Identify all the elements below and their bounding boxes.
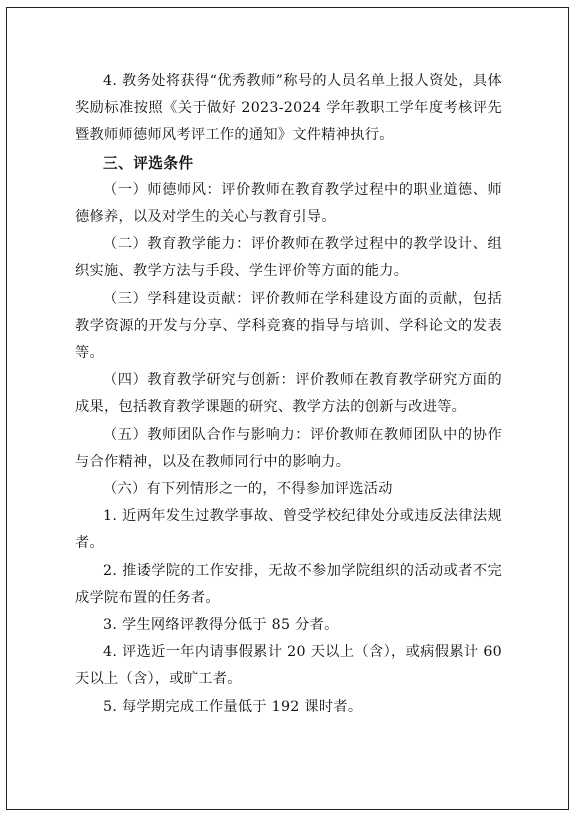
criterion-discipline-contribution: （三）学科建设贡献：评价教师在学科建设方面的贡献，包括教学资源的开发与分享、学科竞赛的指导与培训、学科论文的发表等。 bbox=[75, 290, 502, 362]
exclusion-item-5: 5. 每学期完成工作量低于 192 课时者。 bbox=[103, 698, 363, 715]
exclusion-item-2: 2. 推诿学院的工作安排，无故不参加学院组织的活动或者不完成学院布置的任务者。 bbox=[75, 562, 502, 606]
document-body bbox=[75, 68, 502, 721]
criterion-team-influence: （五）教师团队合作与影响力：评价教师在教师团队中的协作与合作精神，以及在教师同行中的影响力。 bbox=[75, 426, 502, 470]
criterion-ethics: （一）师德师风：评价教师在教育教学过程中的职业道德、师德修养，以及对学生的关心与教育引导。 bbox=[75, 181, 502, 226]
exclusion-item-3: 3. 学生网络评教得分低于 85 分者。 bbox=[103, 617, 339, 634]
award-paragraph: 4. 教务处将获得“优秀教师”称号的人员名单上报人资处，具体奖励标准按照《关于做好 2023-2024 学年教职工学年度考核评先暨教师师德师风考评工作的通知》文件精神执行。 bbox=[75, 73, 502, 144]
exclusion-intro: （六）有下列情形之一的，不得参加评选活动 bbox=[103, 481, 393, 498]
exclusion-item-1: 1. 近两年发生过教学事故、曾受学校纪律处分或违反法律法规者。 bbox=[75, 508, 502, 552]
criterion-research-innovation: （四）教育教学研究与创新：评价教师在教育教学研究方面的成果，包括教育教学课题的研究、教学方法的创新与改进等。 bbox=[75, 372, 502, 416]
section-heading: 三、评选条件 bbox=[103, 154, 194, 172]
criterion-teaching-ability: （二）教育教学能力：评价教师在教学过程中的教学设计、组织实施、教学方法与手段、学生评价等方面的能力。 bbox=[75, 236, 502, 280]
exclusion-item-4: 4. 评选近一年内请事假累计 20 天以上（含），或病假累计 60 天以上（含），或旷工者。 bbox=[75, 644, 502, 688]
